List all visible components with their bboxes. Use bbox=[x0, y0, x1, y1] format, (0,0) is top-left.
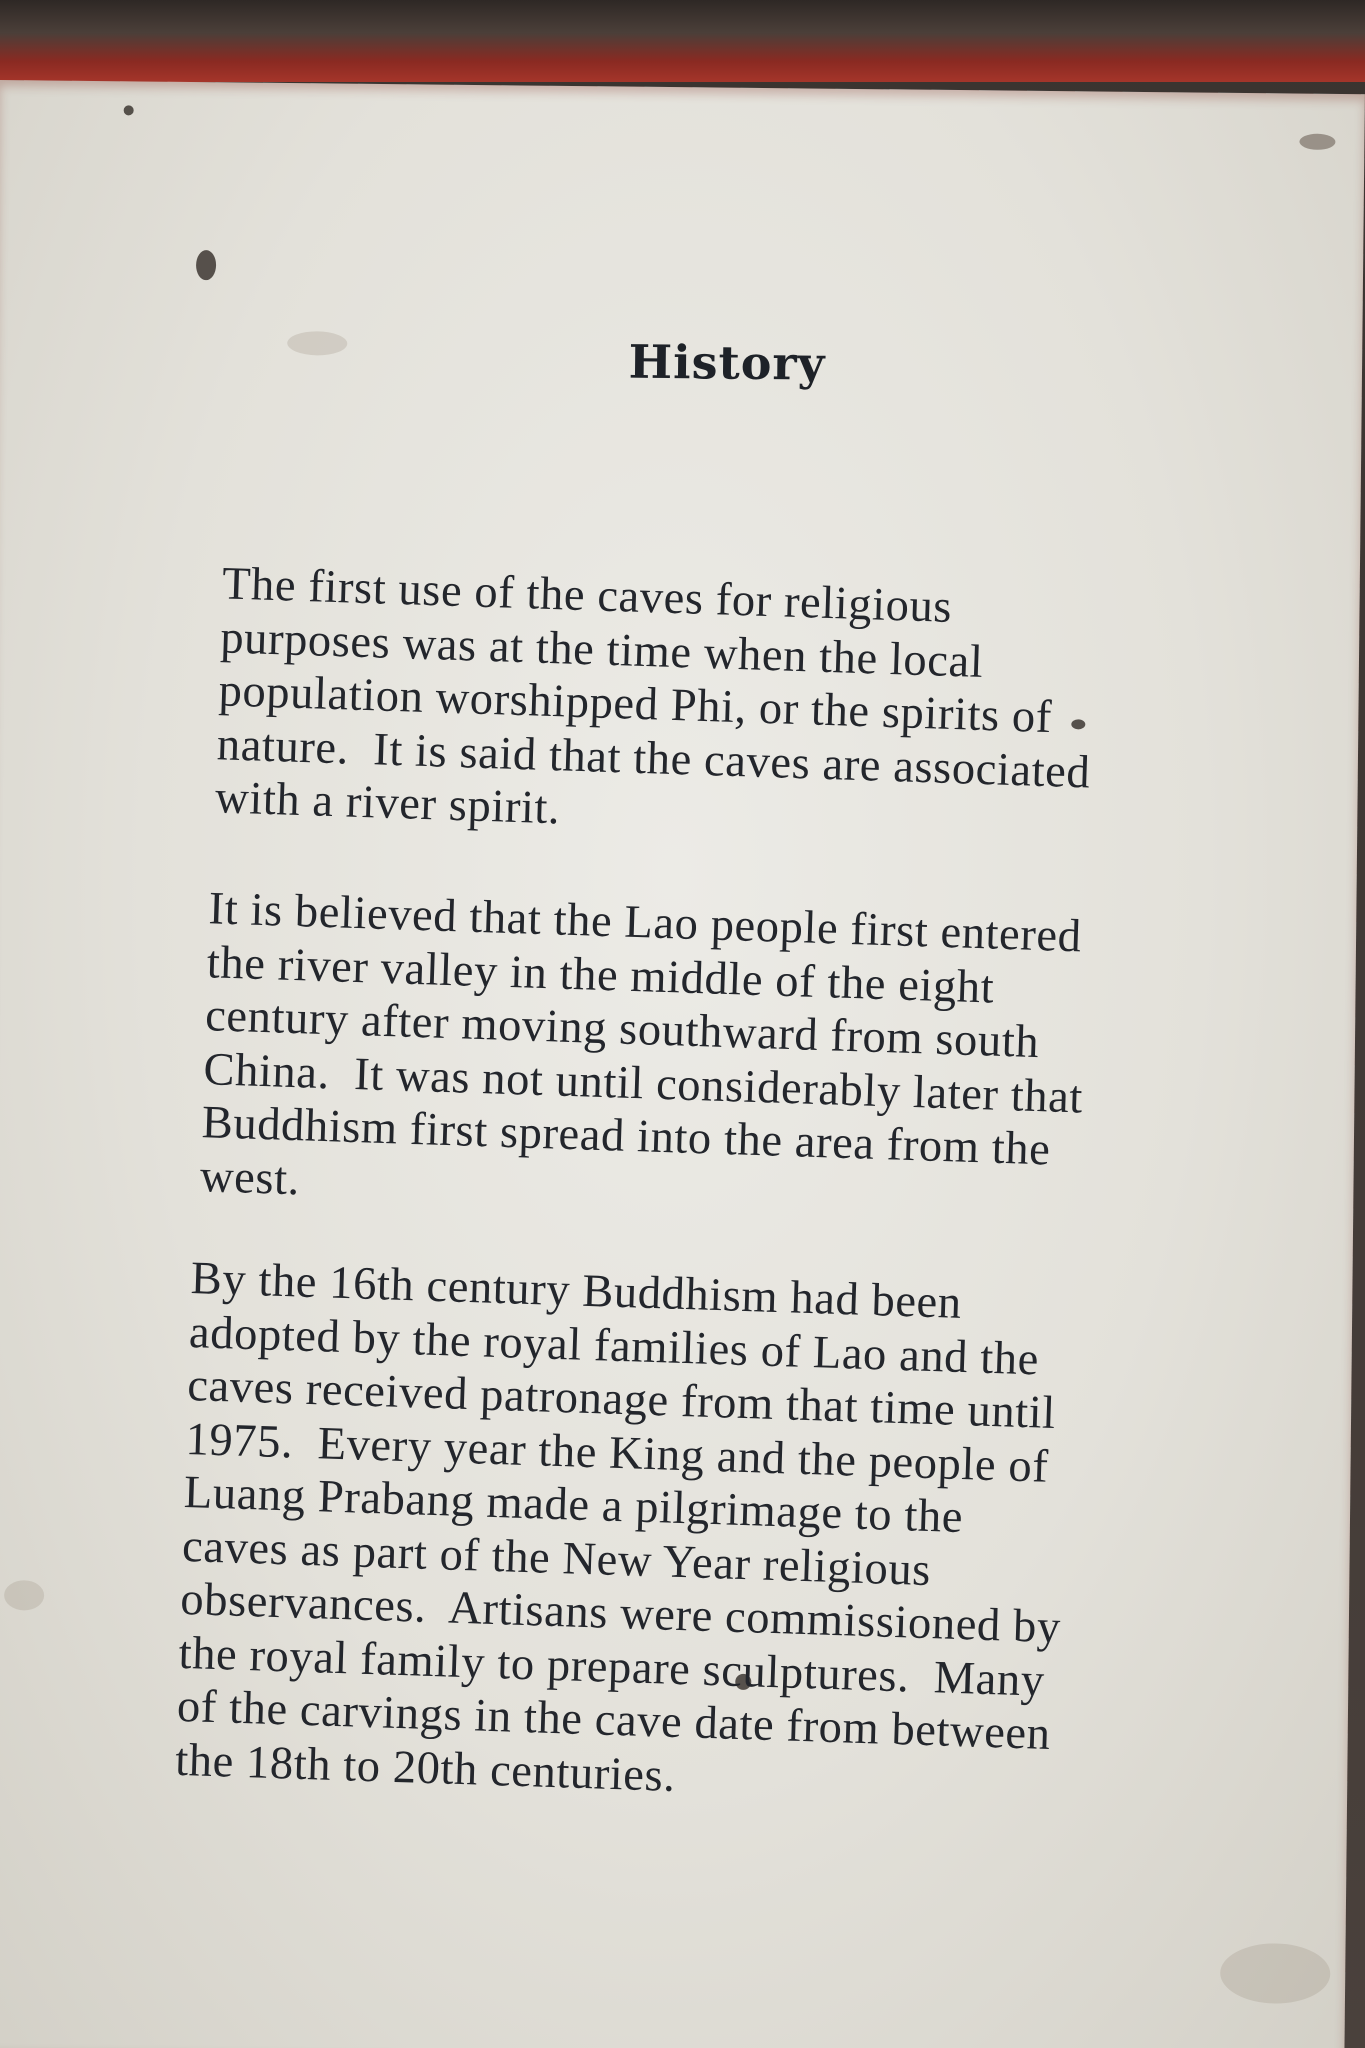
sign-title: History bbox=[628, 334, 826, 391]
sign-frame-top bbox=[0, 0, 1365, 82]
paragraph-royal-patronage: By the 16th century Buddhism had been adopted by the royal families of Lao and the caves received patronage from that time until 1975. Every year the King and the people of Luang Prabang made a pilgrimage to the caves as part of the New Year religious observances. Artisans were commissioned by the royal family to prepare sculptures. Many of the carvings in the cave date from between the 18th to 20th centuries. bbox=[174, 1253, 1062, 1802]
dirt-smudge bbox=[1220, 1943, 1331, 2004]
stain-mark bbox=[124, 105, 134, 115]
stain-mark bbox=[196, 250, 216, 280]
paragraph-lao-arrival: It is believed that the Lao people first entered the river valley in the middle of the eight century after moving southward from south China. It was not until considerably later that Buddhism first spread into the area from the west. bbox=[199, 883, 1084, 1205]
dirt-smudge bbox=[4, 1580, 44, 1610]
paragraph-early-worship: The first use of the caves for religious purposes was at the time when the local population worshipped Phi, or the spirits of nature. It is said that the caves are associated with a river spirit. bbox=[214, 558, 1092, 835]
history-sign-board bbox=[0, 80, 1365, 2048]
stain-mark bbox=[1299, 134, 1335, 150]
